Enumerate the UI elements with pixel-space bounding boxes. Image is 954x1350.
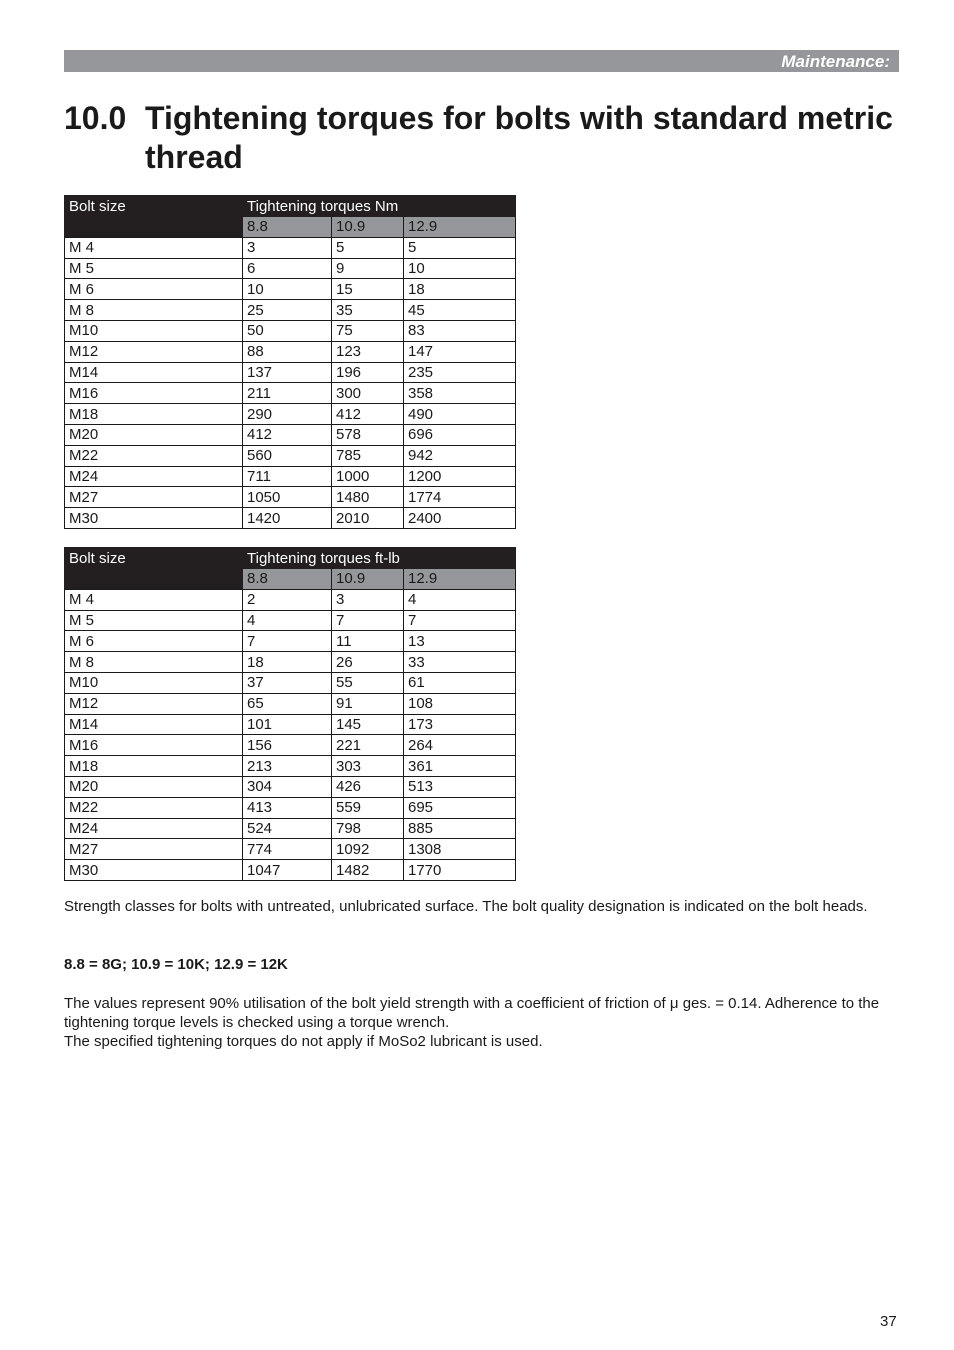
torque-value-cell: 83 xyxy=(404,320,516,341)
bolt-size-header: Bolt size xyxy=(65,548,243,569)
page-number: 37 xyxy=(880,1313,897,1330)
table-row xyxy=(65,818,516,839)
strength-class-row xyxy=(65,569,516,590)
torque-value-cell: 75 xyxy=(332,320,404,341)
bolt-size-cell: M 8 xyxy=(65,652,243,673)
section-header-bar xyxy=(64,50,899,72)
torque-value-cell: 10 xyxy=(243,279,332,300)
torque-value-cell: 412 xyxy=(332,404,404,425)
torque-value-cell: 7 xyxy=(404,610,516,631)
torque-value-cell: 774 xyxy=(243,839,332,860)
torque-value-cell: 513 xyxy=(404,776,516,797)
torque-table-nm xyxy=(64,195,516,529)
designation-note: 8.8 = 8G; 10.9 = 10K; 12.9 = 12K xyxy=(64,956,288,973)
table-row xyxy=(65,445,516,466)
table-row xyxy=(65,714,516,735)
table-row xyxy=(65,300,516,321)
torque-value-cell: 4 xyxy=(243,610,332,631)
strength-class-header: 10.9 xyxy=(332,217,404,238)
torque-value-cell: 578 xyxy=(332,424,404,445)
torque-value-cell: 235 xyxy=(404,362,516,383)
bolt-size-cell: M20 xyxy=(65,776,243,797)
torque-value-cell: 358 xyxy=(404,383,516,404)
strength-class-header: 10.9 xyxy=(332,569,404,590)
torque-value-cell: 6 xyxy=(243,258,332,279)
torque-value-cell: 50 xyxy=(243,320,332,341)
torque-value-cell: 26 xyxy=(332,652,404,673)
bolt-size-cell: M30 xyxy=(65,860,243,881)
torque-value-cell: 9 xyxy=(332,258,404,279)
bolt-size-cell: M24 xyxy=(65,466,243,487)
torque-value-cell: 303 xyxy=(332,756,404,777)
bolt-size-cell: M22 xyxy=(65,797,243,818)
torque-value-cell: 711 xyxy=(243,466,332,487)
torque-value-cell: 221 xyxy=(332,735,404,756)
torque-value-cell: 426 xyxy=(332,776,404,797)
torque-value-cell: 290 xyxy=(243,404,332,425)
torque-value-cell: 559 xyxy=(332,797,404,818)
torque-value-cell: 65 xyxy=(243,693,332,714)
torque-value-cell: 13 xyxy=(404,631,516,652)
bolt-size-header-fill xyxy=(65,217,243,238)
table-row xyxy=(65,797,516,818)
torque-value-cell: 101 xyxy=(243,714,332,735)
torque-value-cell: 196 xyxy=(332,362,404,383)
torque-value-cell: 10 xyxy=(404,258,516,279)
torque-value-cell: 412 xyxy=(243,424,332,445)
torque-value-cell: 2010 xyxy=(332,508,404,529)
table-row xyxy=(65,693,516,714)
table-row xyxy=(65,631,516,652)
table-row xyxy=(65,279,516,300)
bolt-size-cell: M24 xyxy=(65,818,243,839)
bolt-size-cell: M 6 xyxy=(65,631,243,652)
table-row xyxy=(65,237,516,258)
torque-value-cell: 1092 xyxy=(332,839,404,860)
bolt-size-cell: M 4 xyxy=(65,589,243,610)
torque-value-cell: 108 xyxy=(404,693,516,714)
torque-value-cell: 560 xyxy=(243,445,332,466)
strength-class-row xyxy=(65,217,516,238)
torque-value-cell: 300 xyxy=(332,383,404,404)
torque-value-cell: 15 xyxy=(332,279,404,300)
bolt-size-cell: M16 xyxy=(65,383,243,404)
bolt-size-cell: M22 xyxy=(65,445,243,466)
torque-value-cell: 25 xyxy=(243,300,332,321)
table-row xyxy=(65,756,516,777)
torque-value-cell: 55 xyxy=(332,672,404,693)
torque-value-cell: 413 xyxy=(243,797,332,818)
lubricant-note: The specified tightening torques do not apply if MoSo2 lubricant is used. xyxy=(64,1033,543,1050)
torque-value-cell: 1047 xyxy=(243,860,332,881)
bolt-size-header-fill xyxy=(65,569,243,590)
torque-value-cell: 798 xyxy=(332,818,404,839)
torque-value-cell: 137 xyxy=(243,362,332,383)
torque-value-cell: 173 xyxy=(404,714,516,735)
torque-value-cell: 490 xyxy=(404,404,516,425)
bolt-size-cell: M 5 xyxy=(65,610,243,631)
table-row xyxy=(65,860,516,881)
table-row xyxy=(65,735,516,756)
strength-classes-note: Strength classes for bolts with untreated, unlubricated surface. The bolt quality designation is indicated on the bolt heads. xyxy=(64,898,868,915)
bolt-size-cell: M10 xyxy=(65,672,243,693)
torque-value-cell: 1482 xyxy=(332,860,404,881)
chapter-title: Tightening torques for bolts with standard metric thread xyxy=(145,100,893,175)
torque-value-cell: 1770 xyxy=(404,860,516,881)
torque-value-cell: 37 xyxy=(243,672,332,693)
table-row xyxy=(65,404,516,425)
bolt-size-cell: M10 xyxy=(65,320,243,341)
torque-value-cell: 18 xyxy=(404,279,516,300)
bolt-size-header: Bolt size xyxy=(65,196,243,217)
bolt-size-cell: M 8 xyxy=(65,300,243,321)
bolt-size-cell: M18 xyxy=(65,756,243,777)
bolt-size-cell: M12 xyxy=(65,341,243,362)
table-row xyxy=(65,466,516,487)
table-row xyxy=(65,508,516,529)
torque-value-cell: 156 xyxy=(243,735,332,756)
bolt-size-cell: M20 xyxy=(65,424,243,445)
bolt-size-cell: M14 xyxy=(65,714,243,735)
torque-value-cell: 696 xyxy=(404,424,516,445)
table-header-row xyxy=(65,196,516,217)
torque-value-cell: 2400 xyxy=(404,508,516,529)
chapter-number: 10.0 xyxy=(64,100,127,136)
bolt-size-cell: M 5 xyxy=(65,258,243,279)
bolt-size-cell: M27 xyxy=(65,487,243,508)
table-row xyxy=(65,320,516,341)
torque-value-cell: 33 xyxy=(404,652,516,673)
torque-value-cell: 7 xyxy=(243,631,332,652)
torque-value-cell: 123 xyxy=(332,341,404,362)
bolt-size-cell: M16 xyxy=(65,735,243,756)
torque-value-cell: 2 xyxy=(243,589,332,610)
strength-class-header: 12.9 xyxy=(404,217,516,238)
strength-class-header: 12.9 xyxy=(404,569,516,590)
table-row xyxy=(65,424,516,445)
table-row xyxy=(65,672,516,693)
bolt-size-cell: M18 xyxy=(65,404,243,425)
torque-value-cell: 695 xyxy=(404,797,516,818)
strength-class-header: 8.8 xyxy=(243,217,332,238)
torque-value-cell: 91 xyxy=(332,693,404,714)
table-row xyxy=(65,589,516,610)
torque-value-cell: 304 xyxy=(243,776,332,797)
table-row xyxy=(65,341,516,362)
torque-value-cell: 145 xyxy=(332,714,404,735)
torque-value-cell: 361 xyxy=(404,756,516,777)
bolt-size-cell: M 6 xyxy=(65,279,243,300)
torque-value-cell: 1308 xyxy=(404,839,516,860)
torque-value-cell: 3 xyxy=(332,589,404,610)
bolt-size-cell: M12 xyxy=(65,693,243,714)
torque-value-cell: 61 xyxy=(404,672,516,693)
torque-value-cell: 211 xyxy=(243,383,332,404)
bolt-size-cell: M30 xyxy=(65,508,243,529)
table-row xyxy=(65,487,516,508)
torque-value-cell: 264 xyxy=(404,735,516,756)
torque-value-cell: 213 xyxy=(243,756,332,777)
torque-unit-header: Tightening torques Nm xyxy=(243,196,516,217)
torque-value-cell: 147 xyxy=(404,341,516,362)
table-row xyxy=(65,610,516,631)
torque-value-cell: 7 xyxy=(332,610,404,631)
torque-value-cell: 11 xyxy=(332,631,404,652)
bolt-size-cell: M 4 xyxy=(65,237,243,258)
torque-value-cell: 45 xyxy=(404,300,516,321)
table-row xyxy=(65,839,516,860)
torque-value-cell: 1050 xyxy=(243,487,332,508)
torque-value-cell: 1774 xyxy=(404,487,516,508)
torque-value-cell: 88 xyxy=(243,341,332,362)
torque-value-cell: 35 xyxy=(332,300,404,321)
page-title xyxy=(64,99,904,177)
torque-table-ftlb xyxy=(64,547,516,881)
torque-value-cell: 1420 xyxy=(243,508,332,529)
torque-value-cell: 524 xyxy=(243,818,332,839)
values-note: The values represent 90% utilisation of the bolt yield strength with a coefficient of friction of μ ges. = 0.14. Adherence to the tightening torque levels is checked using a torque wrench. xyxy=(64,995,880,1031)
torque-value-cell: 1000 xyxy=(332,466,404,487)
table-row xyxy=(65,258,516,279)
torque-value-cell: 942 xyxy=(404,445,516,466)
torque-value-cell: 5 xyxy=(332,237,404,258)
table-row xyxy=(65,383,516,404)
torque-value-cell: 1480 xyxy=(332,487,404,508)
torque-value-cell: 4 xyxy=(404,589,516,610)
torque-value-cell: 3 xyxy=(243,237,332,258)
table-header-row xyxy=(65,548,516,569)
table-row xyxy=(65,776,516,797)
torque-value-cell: 1200 xyxy=(404,466,516,487)
table-row xyxy=(65,652,516,673)
section-label: Maintenance: xyxy=(781,52,890,71)
torque-value-cell: 18 xyxy=(243,652,332,673)
torque-value-cell: 5 xyxy=(404,237,516,258)
strength-class-header: 8.8 xyxy=(243,569,332,590)
bolt-size-cell: M27 xyxy=(65,839,243,860)
torque-value-cell: 785 xyxy=(332,445,404,466)
table-row xyxy=(65,362,516,383)
bolt-size-cell: M14 xyxy=(65,362,243,383)
torque-value-cell: 885 xyxy=(404,818,516,839)
torque-unit-header: Tightening torques ft-lb xyxy=(243,548,516,569)
